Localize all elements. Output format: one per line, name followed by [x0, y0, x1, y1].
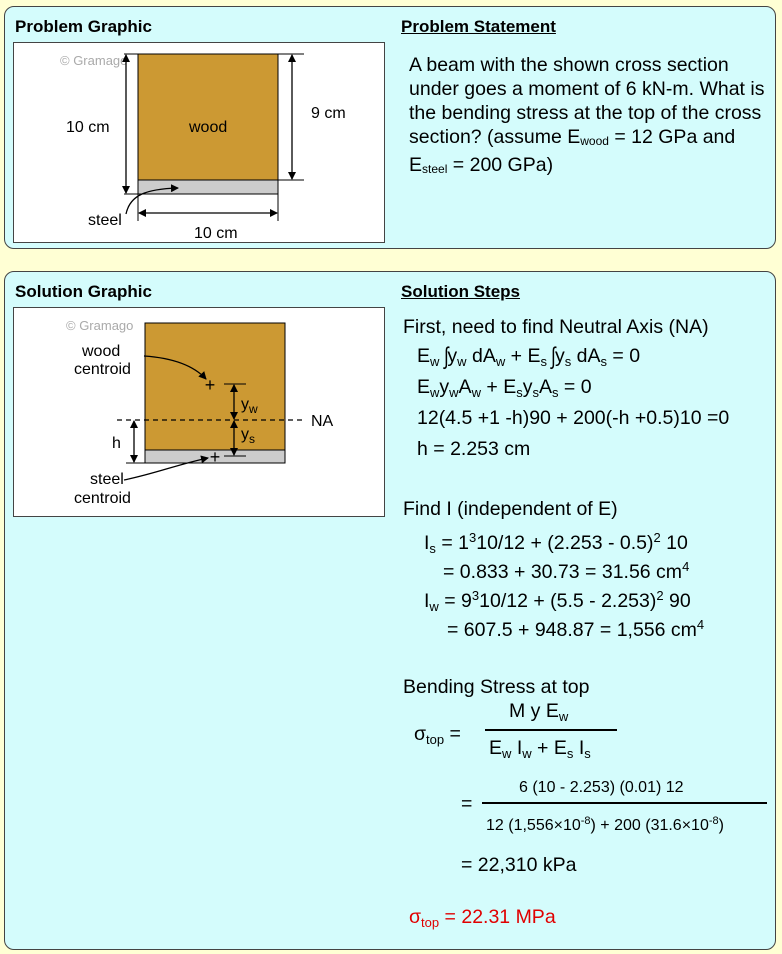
beam-cross-section-diagram — [14, 43, 385, 243]
fraction2-denominator: 12 $(1,556\times 10^{-8}) + 200$ $(31.6\times 10^{-8})$ — [486, 815, 724, 834]
solution-graphic-title: Solution Graphic — [15, 282, 152, 301]
equation-integral: $E_w$ $\int y_w$ $dA_w + E_s$ $\int y_s$ $dA_s = 0$ — [417, 343, 641, 370]
na-heading: First, need to find Neutral Axis (NA) — [403, 316, 709, 338]
steel-label: steel — [88, 212, 122, 229]
problem-graphic-title: Problem Graphic — [15, 17, 152, 36]
watermark: © Gramago — [60, 53, 128, 68]
wood-centroid-label-2: centroid — [74, 361, 131, 378]
width-label: 10 cm — [194, 225, 238, 242]
problem-panel — [4, 6, 776, 249]
fraction1-bar — [485, 729, 617, 731]
fraction1-denominator: $E_w$ $I_w + E_s$ $I_s$ — [489, 737, 591, 761]
final-answer: $\sigma_{top} = 22.31$ MPa — [409, 906, 556, 930]
wood-section — [138, 54, 278, 180]
solution-panel — [4, 271, 776, 950]
solution-steps-title: Solution Steps — [401, 282, 520, 301]
steel-centroid-label-2: centroid — [74, 490, 131, 507]
neutral-axis-diagram — [14, 308, 385, 517]
h-result: h = 2.253 cm — [417, 438, 531, 460]
total-height-label: 10 cm — [66, 119, 110, 136]
i-heading: Find I (independent of E) — [403, 498, 618, 520]
h-label: h — [112, 435, 121, 452]
wood-height-label: 9 cm — [311, 105, 346, 122]
sigma-top-lhs: $\sigma_{top}$ = — [414, 723, 461, 747]
fraction1-numerator: M y $E_w$ — [509, 700, 569, 724]
is-equation-2: = 0.833 + 30.73 = 31.56 $cm^4$ — [443, 559, 690, 583]
na-label: NA — [311, 413, 334, 430]
equation-numeric: 12(4.5 +1 -h)90 + 200(-h +0.5)10 =0 — [417, 407, 730, 429]
wood-label: wood — [189, 119, 228, 136]
problem-statement-text: A beam with the shown cross section under goes a moment of 6 kN-m. What is the bending stress at the top of the cross section? (assume $E_{wood} = 12$ GPa and $E_{steel} = 200$ GPa) — [409, 54, 765, 176]
yw-label: $y_w$ — [241, 396, 258, 416]
problem-graphic — [13, 42, 385, 243]
fraction2-bar — [482, 802, 767, 804]
watermark: © Gramago — [66, 318, 134, 333]
steel-section — [138, 180, 278, 194]
ys-label: $y_s$ — [241, 426, 255, 446]
problem-statement-title: Problem Statement — [401, 17, 556, 36]
equation-sum: $E_wy_wA_w + E_sy_sA_s = 0$ — [417, 376, 592, 400]
wood-centroid-label-1: wood — [82, 343, 121, 360]
fraction2-equals: = — [461, 793, 473, 815]
wood-centroid-marker: + — [204, 375, 216, 395]
steel-centroid-marker: + — [209, 447, 221, 467]
iw-equation-2: = 607.5 + 948.87 = 1,556 $cm^4$ — [447, 617, 705, 641]
solution-graphic — [13, 307, 385, 517]
stress-heading: Bending Stress at top — [403, 676, 590, 698]
steel-centroid-label-1: steel — [90, 471, 124, 488]
fraction2-numerator: 6 (10 - 2.253) (0.01) 12 — [519, 779, 684, 796]
iw-equation-1: $I_w = 9^310/12 + (5.5 - 2.253)^2$ 90 — [424, 588, 691, 614]
is-equation-1: $I_s = 1^310/12 + (2.253 - 0.5)^2$ 10 — [424, 530, 688, 556]
result-kpa: = 22,310 kPa — [461, 854, 577, 876]
